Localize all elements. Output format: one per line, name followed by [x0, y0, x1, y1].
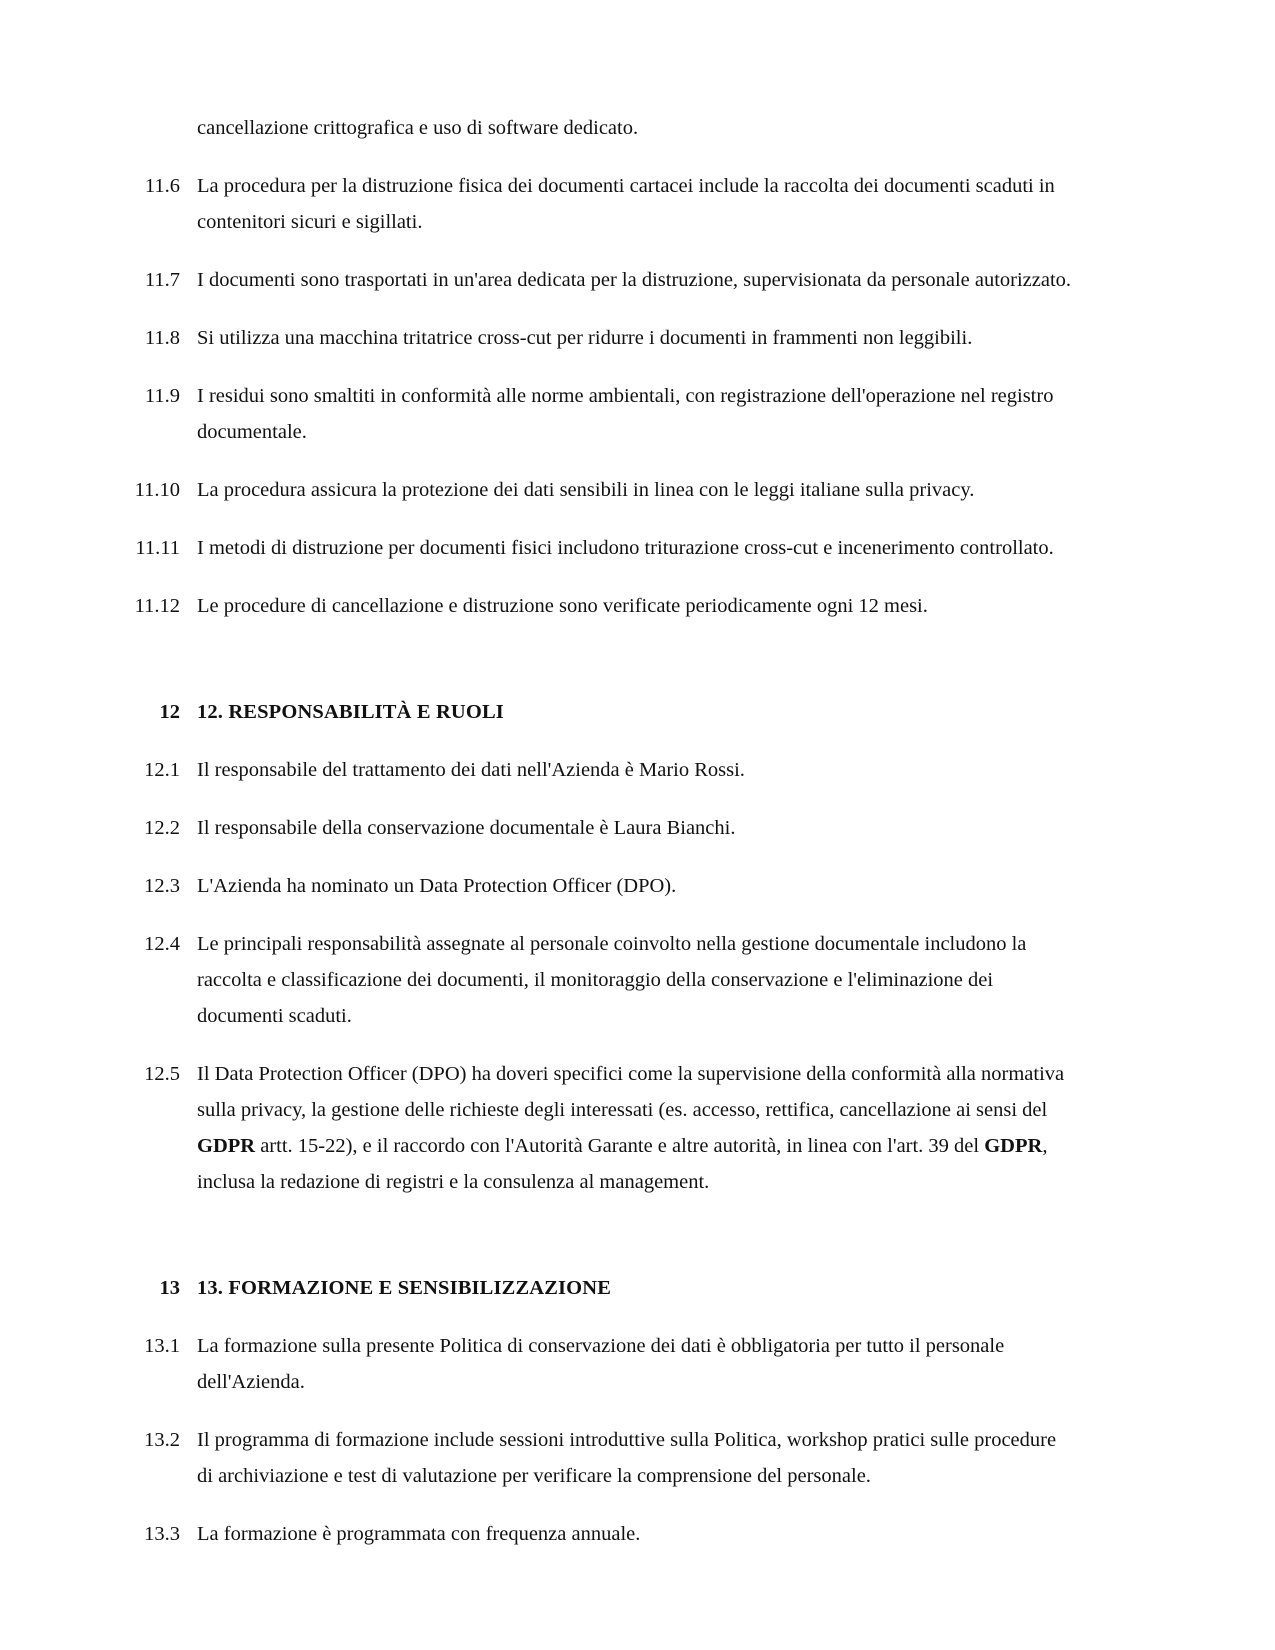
clause-number: 12.3 [144, 875, 180, 897]
clause-text-fragment: artt. 15-22), e il raccordo con l'Autorità Garante e altre autorità, in linea con l'art. 39 del [255, 1135, 985, 1157]
section-continued [132, 168, 1075, 624]
clause-number: 12.5 [144, 1063, 180, 1085]
clause-text: I residui sono smaltiti in conformità alle norme ambientali, con registrazione dell'operazione nel registro documentale. [197, 385, 1054, 443]
clause-number: 13.1 [144, 1335, 180, 1357]
clause-text: I documenti sono trasportati in un'area dedicata per la distruzione, supervisionata da personale autorizzato. [197, 269, 1072, 291]
clause-item [132, 926, 1075, 1034]
section-heading-title: 13. FORMAZIONE E SENSIBILIZZAZIONE [197, 1277, 612, 1299]
section-13 [132, 1270, 1075, 1552]
clause-number: 11.11 [135, 537, 180, 559]
clause-number: 12.1 [144, 759, 180, 781]
clause-text-fragment: Il Data Protection Officer (DPO) ha doveri specifici come la supervisione della conformità alla normativa sulla privacy, la gestione delle richieste degli interessati (es. accesso, rettifica, cancellazione ai sensi del [197, 1063, 1065, 1121]
section-12 [132, 694, 1075, 1200]
clause-number: 12.2 [144, 817, 180, 839]
clause-item [132, 1056, 1075, 1200]
clause-item [132, 262, 1075, 298]
clause-text: La formazione è programmata con frequenza annuale. [197, 1523, 641, 1545]
clause-number: 11.9 [144, 385, 180, 407]
section-heading-number: 12 [159, 701, 180, 723]
section-heading-number: 13 [159, 1277, 180, 1299]
section-heading [132, 1270, 1075, 1306]
clause-text: Il responsabile del trattamento dei dati nell'Azienda è Mario Rossi. [197, 759, 745, 781]
clause-item [132, 472, 1075, 508]
clause-text: Il responsabile della conservazione documentale è Laura Bianchi. [197, 817, 736, 839]
clause-text: Il programma di formazione include sessioni introduttive sulla Politica, workshop pratici sulle procedure di archiviazione e test di valutazione per verificare la comprensione del personale. [197, 1429, 1057, 1487]
clause-item [132, 1422, 1075, 1494]
clause-item [132, 588, 1075, 624]
clause-text: Le principali responsabilità assegnate al personale coinvolto nella gestione documentale includono la raccolta e classificazione dei documenti, il monitoraggio della conservazione e l'eliminazione dei documenti scaduti. [197, 933, 1027, 1027]
clause-number: 11.10 [134, 479, 180, 501]
clause-number: 11.6 [144, 175, 180, 197]
clause-item [132, 1328, 1075, 1400]
clause-text: La formazione sulla presente Politica di conservazione dei dati è obbligatoria per tutto il personale dell'Azienda. [197, 1335, 1005, 1393]
sections-container [132, 168, 1075, 1552]
clause-text [197, 1056, 1075, 1200]
clause-number: 11.7 [144, 269, 180, 291]
clause-item [132, 320, 1075, 356]
clause-item [132, 168, 1075, 240]
clause-text: La procedura per la distruzione fisica dei documenti cartacei include la raccolta dei documenti scaduti in contenitori sicuri e sigillati. [197, 175, 1055, 233]
clause-number: 11.12 [134, 595, 180, 617]
clause-item [132, 752, 1075, 788]
document-body [132, 110, 1075, 1552]
clause-text-fragment: , inclusa la redazione di registri e la consulenza al management. [197, 1135, 1048, 1193]
clause-number: 11.8 [144, 327, 180, 349]
clause-item [132, 810, 1075, 846]
clause-item [132, 530, 1075, 566]
clause-text: Le procedure di cancellazione e distruzione sono verificate periodicamente ogni 12 mesi. [197, 595, 928, 617]
section-heading [132, 694, 1075, 730]
clause-text: L'Azienda ha nominato un Data Protection Officer (DPO). [197, 875, 677, 897]
emphasis-term: GDPR [984, 1135, 1043, 1157]
clause-continuation-text: cancellazione crittografica e uso di software dedicato. [197, 117, 639, 139]
emphasis-term: GDPR [197, 1135, 256, 1157]
clause-item [132, 868, 1075, 904]
clause-item [132, 378, 1075, 450]
clause-number: 13.3 [144, 1523, 180, 1545]
clause-number: 12.4 [144, 933, 180, 955]
section-heading-title: 12. RESPONSABILITÀ E RUOLI [197, 701, 504, 723]
clause-item [132, 1516, 1075, 1552]
clause-text: La procedura assicura la protezione dei dati sensibili in linea con le leggi italiane sulla privacy. [197, 479, 975, 501]
clause-number: 13.2 [144, 1429, 180, 1451]
clause-text: I metodi di distruzione per documenti fisici includono triturazione cross-cut e incenerimento controllato. [197, 537, 1054, 559]
clause-text: Si utilizza una macchina tritatrice cross-cut per ridurre i documenti in frammenti non leggibili. [197, 327, 973, 349]
